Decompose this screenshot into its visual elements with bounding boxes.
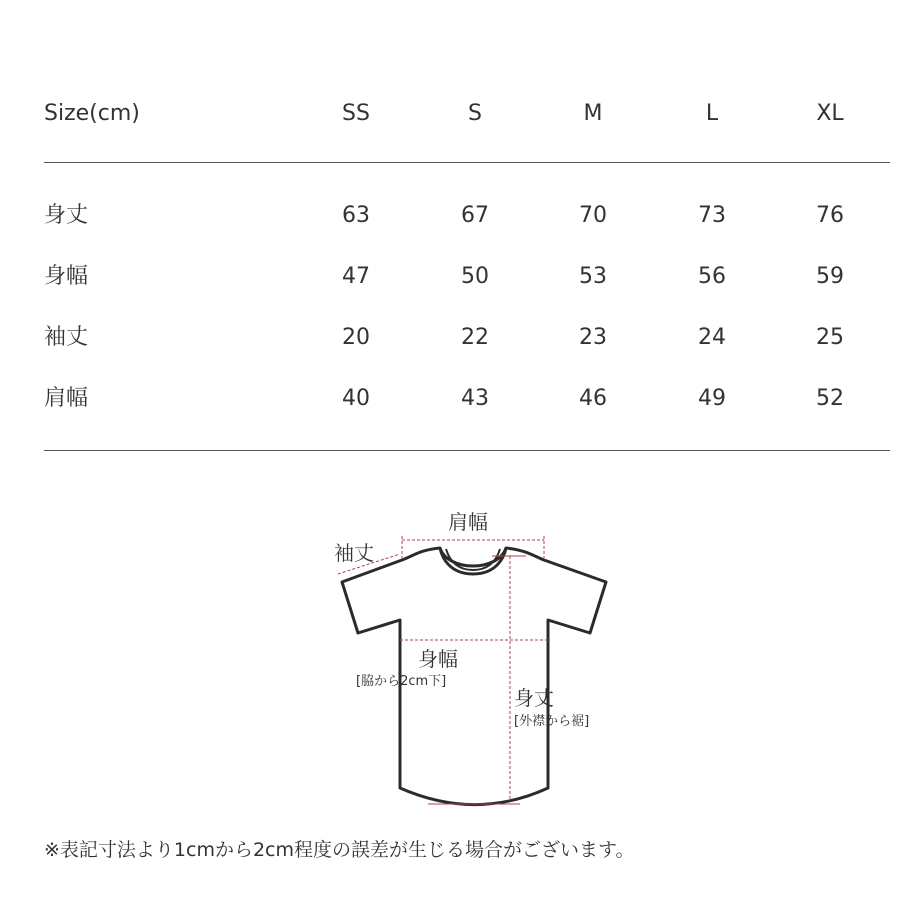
table-cell: 50 bbox=[461, 264, 489, 289]
table-cell: 24 bbox=[698, 325, 726, 350]
measurement-disclaimer: ※表記寸法より1cmから2cm程度の誤差が生じる場合がございます。 bbox=[44, 839, 635, 861]
table-cell: 43 bbox=[461, 386, 489, 411]
row-label: 身幅 bbox=[44, 264, 89, 289]
table-cell: 40 bbox=[342, 386, 370, 411]
size-header-label: Size(cm) bbox=[44, 101, 140, 126]
table-cell: 56 bbox=[698, 264, 726, 289]
row-label: 身丈 bbox=[44, 203, 89, 228]
table-cell: 22 bbox=[461, 325, 489, 350]
table-cell: 63 bbox=[342, 203, 370, 228]
sleeve-length-label: 袖丈 bbox=[334, 541, 374, 565]
table-header-row bbox=[44, 92, 890, 162]
size-table-body bbox=[44, 194, 890, 438]
table-cell: 70 bbox=[579, 203, 607, 228]
size-column-m: M bbox=[583, 101, 603, 126]
table-cell: 49 bbox=[698, 386, 726, 411]
chest-width-note: [脇から2cm下] bbox=[356, 674, 447, 689]
body-length-note: [外襟から裾] bbox=[514, 714, 590, 729]
table-bottom-divider bbox=[44, 450, 890, 451]
size-column-xl: XL bbox=[816, 101, 844, 126]
table-cell: 59 bbox=[816, 264, 844, 289]
size-column-ss: SS bbox=[342, 101, 370, 126]
body-length-label: 身丈 bbox=[514, 686, 554, 710]
table-row-body-length bbox=[44, 194, 890, 255]
table-row-sleeve-length bbox=[44, 316, 890, 377]
table-cell: 76 bbox=[816, 203, 844, 228]
table-cell: 46 bbox=[579, 386, 607, 411]
table-cell: 52 bbox=[816, 386, 844, 411]
header-divider bbox=[44, 162, 890, 163]
table-row-shoulder-width bbox=[44, 377, 890, 438]
table-cell: 53 bbox=[579, 264, 607, 289]
table-row-body-width bbox=[44, 255, 890, 316]
size-chart-table bbox=[44, 92, 890, 162]
row-label: 肩幅 bbox=[44, 386, 89, 411]
table-cell: 67 bbox=[461, 203, 489, 228]
row-label: 袖丈 bbox=[44, 325, 89, 350]
table-cell: 73 bbox=[698, 203, 726, 228]
chest-width-label: 身幅 bbox=[418, 647, 458, 671]
size-column-s: S bbox=[468, 101, 482, 126]
shoulder-width-label: 肩幅 bbox=[448, 510, 488, 534]
table-cell: 23 bbox=[579, 325, 607, 350]
tshirt-measurement-diagram bbox=[320, 500, 620, 820]
table-cell: 25 bbox=[816, 325, 844, 350]
table-cell: 20 bbox=[342, 325, 370, 350]
size-column-l: L bbox=[705, 101, 719, 126]
table-cell: 47 bbox=[342, 264, 370, 289]
